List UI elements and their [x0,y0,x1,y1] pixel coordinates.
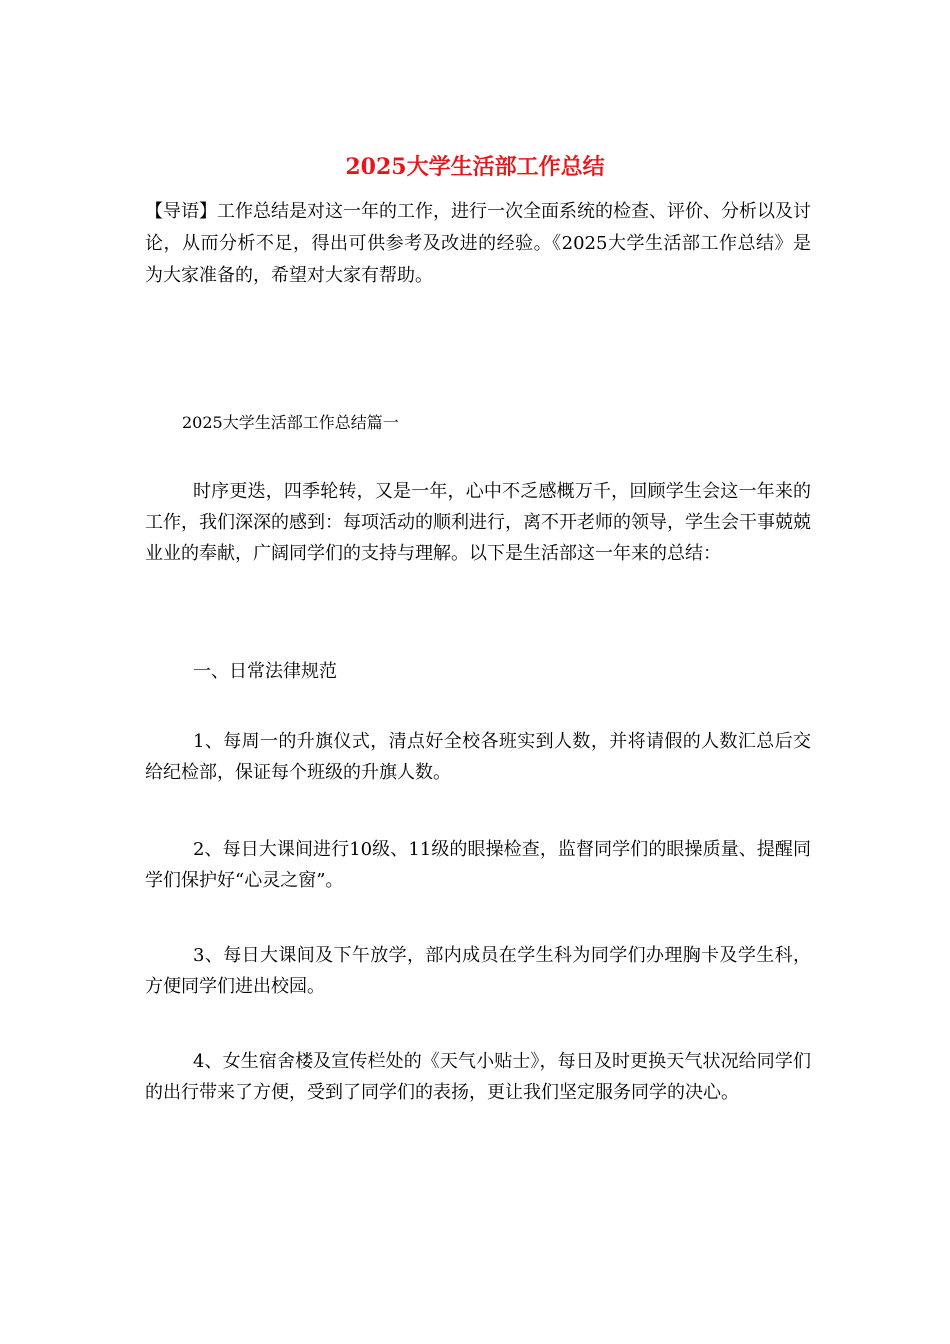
intro-paragraph: 【导语】工作总结是对这一年的工作，进行一次全面系统的检查、评价、分析以及讨论，从而分析不足，得出可供参考及改进的经验。《2025大学生活部工作总结》是为大家准备的，希望对大家有帮助。 [145,201,811,286]
body-paragraph: 时序更迭，四季轮转，又是一年，心中不乏感概万千，回顾学生会这一年来的工作，我们深深的感到：每项活动的顺利进行，离不开老师的领导，学生会干事兢兢业业的奉献，广阔同学们的支持与理解。以下是生活部这一年来的总结： [145,481,811,564]
body-paragraph: 4、女生宿舍楼及宣传栏处的《天气小贴士》，每日及时更换天气状况给同学们的出行带来了方便，受到了同学们的表扬，更让我们坚定服务同学的决心。 [145,1051,811,1103]
body-paragraph: 1、每周一的升旗仪式，清点好全校各班实到人数，并将请假的人数汇总后交给纪检部，保证每个班级的升旗人数。 [145,731,811,783]
section-heading: 2025大学生活部工作总结篇一 [182,413,399,432]
document-title: 2025大学生活部工作总结 [345,154,605,180]
body-paragraph: 3、每日大课间及下午放学，部内成员在学生科为同学们办理胸卡及学生科，方便同学们进出校园。 [145,945,811,997]
subsection-heading: 一、日常法律规范 [193,661,337,682]
body-paragraph: 2、每日大课间进行10级、11级的眼操检查，监督同学们的眼操质量、提醒同学们保护好“心灵之窗”。 [145,839,811,891]
